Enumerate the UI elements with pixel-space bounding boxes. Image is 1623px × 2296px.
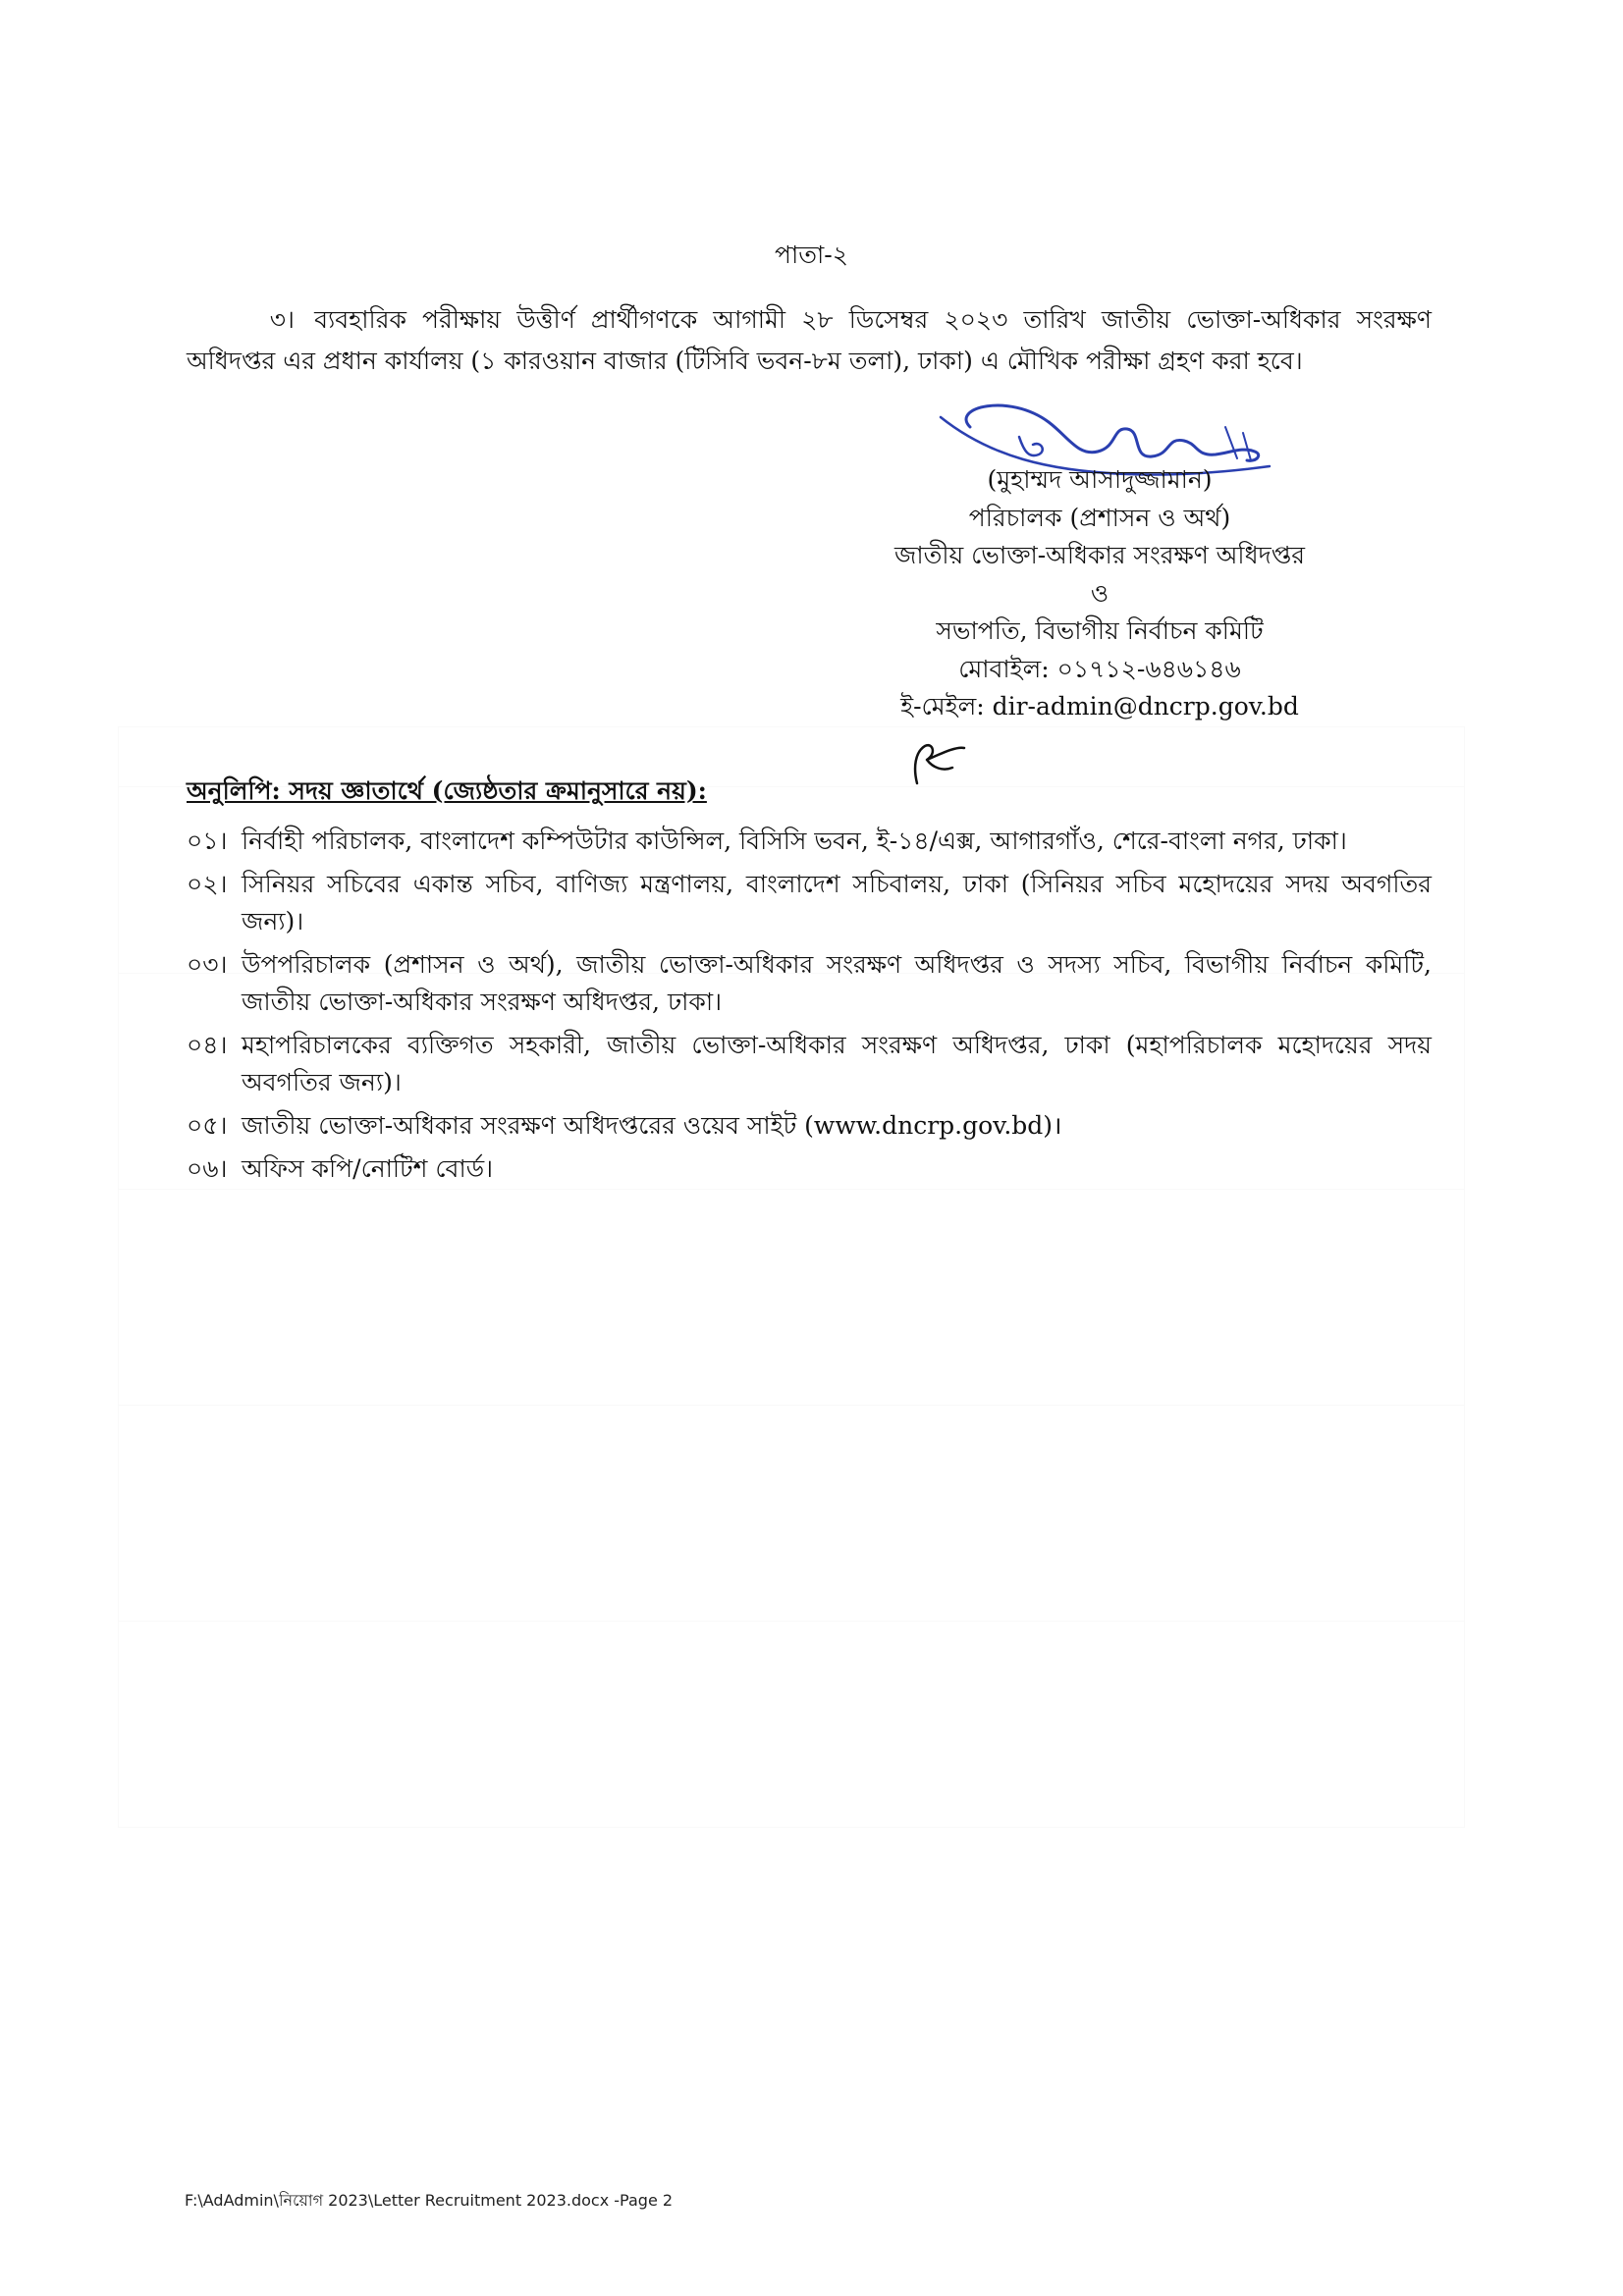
copy-to-item-number: ০১। <box>187 827 228 855</box>
copy-to-item-number: ০৫। <box>187 1111 228 1140</box>
signatory-designation: পরিচালক (প্রশাসন ও অর্থ) <box>968 503 1231 532</box>
initial-mark <box>903 738 972 789</box>
copy-to-item-text: জাতীয় ভোক্তা-অধিকার সংরক্ষণ অধিদপ্তরের ওয়েব সাইট (www.dncrp.gov.bd)। <box>242 1111 1062 1140</box>
copy-to-item <box>187 946 1432 1021</box>
copy-to-item <box>187 1150 1432 1188</box>
copy-to-item <box>187 823 1432 860</box>
copy-to-item-text: অফিস কপি/নোটিশ বোর্ড। <box>242 1154 494 1183</box>
footer-file-path: F:\AdAdmin\নিয়োগ 2023\Letter Recruitment 2023.docx -Page 2 <box>185 2191 674 2210</box>
signatory-office: জাতীয় ভোক্তা-অধিকার সংরক্ষণ অধিদপ্তর <box>893 541 1306 569</box>
copy-to-item <box>187 1027 1432 1101</box>
signature-block <box>864 461 1335 726</box>
copy-to-item-text: সিনিয়র সচিবের একান্ত সচিব, বাণিজ্য মন্ত্রণালয়, বাংলাদেশ সচিবালয়, ঢাকা (সিনিয়র সচিব মহোদয়ের সদয় অবগতির জন্য)। <box>242 870 1432 935</box>
signatory-committee-role: সভাপতি, বিভাগীয় নির্বাচন কমিটি <box>936 616 1264 645</box>
paragraph-3-number: ৩। <box>269 305 295 334</box>
copy-to-heading: অনুলিপি: সদয় জ্ঞাতার্থে (জ্যেষ্ঠতার ক্রমানুসারে নয়): <box>187 776 707 805</box>
copy-to-item <box>187 866 1432 940</box>
copy-to-item-number: ০২। <box>187 870 228 898</box>
copy-to-item-text: নির্বাহী পরিচালক, বাংলাদেশ কম্পিউটার কাউন্সিল, বিসিসি ভবন, ই-১৪/এক্স, আগারগাঁও, শেরে-বাংলা নগর, ঢাকা। <box>242 827 1347 855</box>
signatory-name: (মুহাম্মদ আসাদুজ্জামান) <box>987 465 1213 494</box>
signatory-mobile: মোবাইল: ০১৭১২-৬৪৬১৪৬ <box>958 654 1241 683</box>
copy-to-item-number: ০৩। <box>187 950 228 979</box>
signatory-email: ই-মেইল: dir-admin@dncrp.gov.bd <box>900 692 1299 721</box>
copy-to-item-number: ০৪। <box>187 1031 228 1059</box>
copy-to-item <box>187 1107 1432 1145</box>
copy-to-item-text: উপপরিচালক (প্রশাসন ও অর্থ), জাতীয় ভোক্তা-অধিকার সংরক্ষণ অধিদপ্তর ও সদস্য সচিব, বিভাগীয় নির্বাচন কমিটি, জাতীয় ভোক্তা-অধিকার সংরক্ষণ অধিদপ্তর, ঢাকা। <box>242 950 1432 1016</box>
copy-to-item-number: ০৬। <box>187 1154 228 1183</box>
initial-scribble <box>903 738 972 789</box>
paragraph-3-text: ব্যবহারিক পরীক্ষায় উত্তীর্ণ প্রার্থীগণকে আগামী ২৮ ডিসেম্বর ২০২৩ তারিখ জাতীয় ভোক্তা-অধিকার সংরক্ষণ অধিদপ্তর এর প্রধান কার্যালয় (১ কারওয়ান বাজার (টিসিবি ভবন-৮ম তলা), ঢাকা) এ মৌখিক পরীক্ষা গ্রহণ করা হবে। <box>187 305 1432 375</box>
paragraph-3 <box>187 299 1432 382</box>
signatory-conjunction: ও <box>1090 578 1109 608</box>
copy-to-list <box>187 823 1432 1194</box>
copy-to-item-text: মহাপরিচালকের ব্যক্তিগত সহকারী, জাতীয় ভোক্তা-অধিকার সংরক্ষণ অধিদপ্তর, ঢাকা (মহাপরিচালক মহোদয়ের সদয় অবগতির জন্য)। <box>242 1031 1432 1096</box>
page-number: পাতা-২ <box>775 240 848 269</box>
